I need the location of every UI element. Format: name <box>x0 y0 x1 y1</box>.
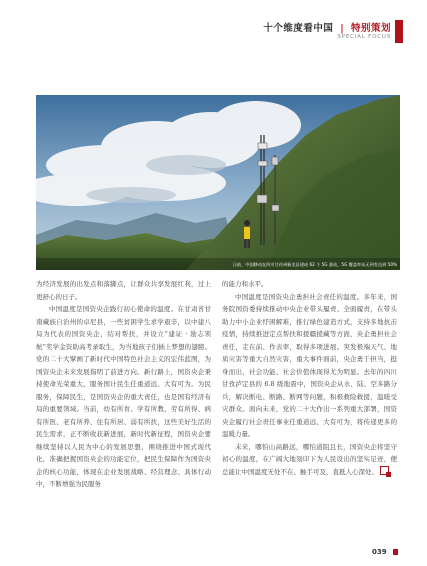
end-of-article-icon <box>380 466 389 475</box>
article-paragraph-3-text: 未来，哪怕山高路远，哪怕道阻且长，国资央企将坚守初心的温度，在广阔大地刻印下为人民设出的坚实足迹，便总能让中国温度无处不在、触手可及，直抵人心深处。 <box>222 442 397 476</box>
header-title <box>263 20 391 34</box>
section-label: 特别策划 <box>350 23 391 34</box>
article-left-column <box>36 278 211 491</box>
article-paragraph-1: 中国温度是国资央企践行初心使命的温度。在甘肃省甘南藏族自治州的卓尼县，一些贫困学生求学艰辛，以中建八局为代表的国资央企，结对帮扶，并设立“建证 · 励志领航”奖学金资助高考录取生，为当地孩子们插上梦想的翅膀。党的二十大擘画了新时代中国特色社会主义的宏伟蓝图，为国资央企未来发展指明了前进方向。新行路上，国资央企秉持使命光荣重大，服务国计民生任重道远、大有可为。为民服务，保障民生，是国资央企的重大责任，也是国有经济布局的重要领域。当前，幼有所育、学有所教、劳有所得、病有所医、老有所养、住有所居、弱有所扶，这些美好生活的民生需求，正不断收获新进展，新时代新征程，国资央企要继续坚持以人民为中心的发展思想，围绕推进中国式现代化，准确把握国资央企的功能定位，把民生保障作为国资央企的核心功能，体现在企业发展战略、经营理念、具体行动中，不断增强为民服务 <box>36 305 211 488</box>
article-right-column <box>222 278 397 478</box>
article-paragraph-3 <box>222 441 397 479</box>
page-number: 039 <box>372 548 387 556</box>
mountain-tower-illustration <box>36 95 400 270</box>
page-number-marker <box>393 549 398 555</box>
article-right-lead: 的能力和水平。 <box>222 280 268 288</box>
section-subtitle: SPECIAL FOCUS <box>337 34 391 40</box>
header-accent-bar <box>395 20 403 43</box>
article-paragraph-2: 中国温度是国资央企勇担社会责任的温度。多年来，国务院国资委持续推动中央企业带头履责、全面履责，在带头助力中小企业纾困解难，推行绿色建造方式，支持多地抗击疫情，持续推进定点帮扶和援疆援藏等方面，央企勇担社会责任，走在前、作表率，取得多项进展。突发极端天气、地质灾害等重大自然灾害，重大事件面前，央企勇于担当，挺身而出，社会功能、社会价值体现得尤为明显。去年的四川甘孜泸定县的 6.8 级地震中，国资央企从水、陆、空多路分兵，解决断电、断路、断网等问题，积极救险救援，温暖受灾群众。面向未来，党的二十大作出一系列重大部署，国资央企履行社会责任事业任重道远、大有可为，将传递更多的温暖力量。 <box>222 292 397 438</box>
photo-caption: 日前，中国移动在四川甘孜州新龙县建成 62 个 5G 基站，5G 覆盖率从无到有达到 50% <box>232 262 397 267</box>
series-title: 十个维度看中国 <box>263 23 334 34</box>
feature-photo <box>36 95 400 270</box>
article-left-lead: 为经济发展的出发点和落脚点，让群众共享发展红利，过上更舒心的日子。 <box>36 280 211 301</box>
header-separator: | <box>340 23 345 34</box>
page-header <box>0 20 427 46</box>
